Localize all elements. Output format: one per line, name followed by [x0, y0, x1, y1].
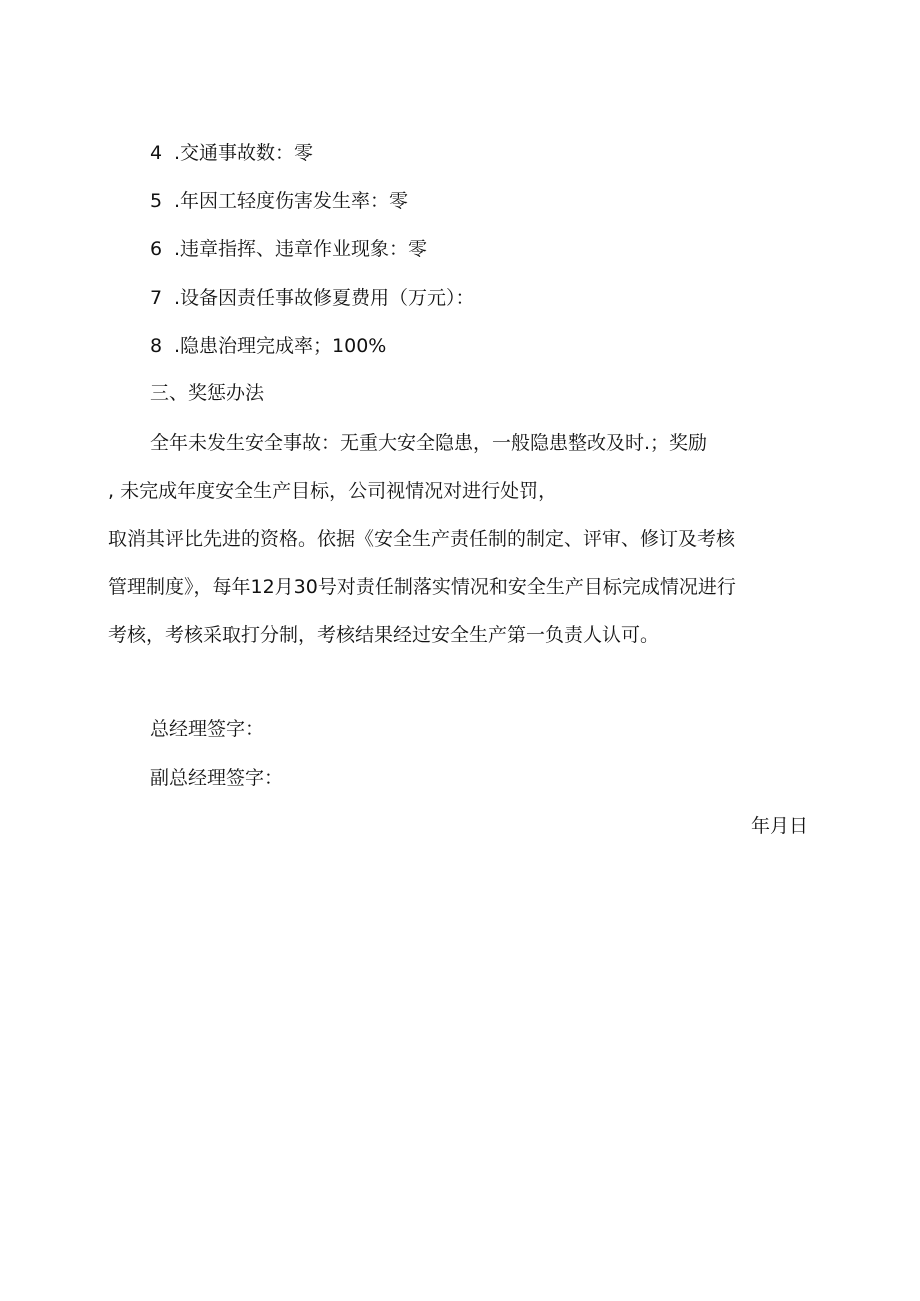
- date-label: 年月日: [750, 815, 808, 837]
- list-item-text: .违章指挥、违章作业现象：零: [174, 238, 428, 260]
- list-item-number: 4: [150, 142, 163, 164]
- paragraph-line-2: , 未完成年度安全生产目标，公司视情况对进行处罚，: [108, 480, 558, 502]
- list-item-text: .隐患治理完成率；100%: [174, 335, 387, 357]
- list-item-text: .交通事故数：零: [174, 142, 314, 164]
- paragraph-line-5: 考核，考核采取打分制，考核结果经过安全生产第一负责人认可。: [108, 624, 660, 646]
- list-item-7: [150, 286, 475, 310]
- paragraph-line-1: 全年未发生安全事故：无重大安全隐患，一般隐患整改及时.；奖励: [150, 432, 708, 454]
- list-item-5: [150, 189, 408, 213]
- section-heading: 三、奖惩办法: [150, 382, 265, 404]
- deputy-general-manager-signature-label: 副总经理签字：: [150, 767, 284, 789]
- list-item-number: 8: [150, 335, 163, 357]
- list-item-number: 7: [150, 287, 163, 309]
- paragraph-line-3: 取消其评比先进的资格。依据《安全生产责任制的制定、评审、修订及考核: [108, 528, 736, 550]
- paragraph-line-4: 管理制度》，每年12月30号对责任制落实情况和安全生产目标完成情况进行: [108, 576, 736, 598]
- list-item-number: 6: [150, 238, 163, 260]
- list-item-6: [150, 237, 427, 261]
- list-item-number: 5: [150, 190, 163, 212]
- list-item-text: .年因工轻度伤害发生率：零: [174, 190, 409, 212]
- list-item-8: [150, 334, 386, 358]
- list-item-text: .设备因责任事故修夏费用（万元）：: [174, 287, 475, 309]
- list-item-4: [150, 141, 313, 165]
- general-manager-signature-label: 总经理签字：: [150, 718, 265, 740]
